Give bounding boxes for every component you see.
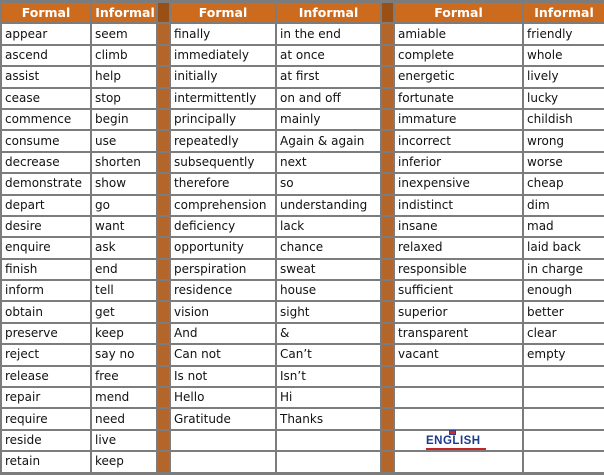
row-separator: [158, 409, 169, 428]
informal-word: Isn’t: [277, 367, 380, 386]
row-separator: [158, 131, 169, 150]
formal-word: enquire: [2, 238, 90, 257]
formal-word: vision: [171, 302, 275, 321]
row-separator: [382, 153, 393, 172]
header-formal: Formal: [395, 3, 522, 22]
formal-word: And: [171, 324, 275, 343]
formal-word: [171, 452, 275, 471]
informal-word: [277, 452, 380, 471]
row-separator: [158, 345, 169, 364]
formal-word: cease: [2, 89, 90, 108]
row-separator: [382, 431, 393, 450]
row-separator: [158, 153, 169, 172]
table-row: [2, 409, 158, 428]
informal-word: in the end: [277, 24, 380, 43]
table-row: [2, 388, 158, 407]
informal-word: [524, 388, 604, 407]
formal-word: commence: [2, 110, 90, 129]
table-row: [382, 67, 604, 86]
table-row: [158, 174, 380, 193]
table-row: [158, 24, 380, 43]
formal-word: immature: [395, 110, 522, 129]
formal-word: opportunity: [171, 238, 275, 257]
table-row: [382, 110, 604, 129]
table-row: [382, 431, 604, 450]
informal-word: [524, 409, 604, 428]
informal-word: [277, 431, 380, 450]
formal-word: inform: [2, 281, 90, 300]
table-row: [158, 431, 380, 450]
formal-word: incorrect: [395, 131, 522, 150]
row-separator: [158, 174, 169, 193]
informal-word: laid back: [524, 238, 604, 257]
formal-word: desire: [2, 217, 90, 236]
informal-word: [524, 452, 604, 471]
row-separator: [382, 174, 393, 193]
table-row: [2, 196, 158, 215]
informal-word: whole: [524, 46, 604, 65]
formal-word: fortunate: [395, 89, 522, 108]
table-row: [158, 89, 380, 108]
table-row: [2, 46, 158, 65]
table-row: [382, 260, 604, 279]
formal-word: intermittently: [171, 89, 275, 108]
formal-word: finally: [171, 24, 275, 43]
row-separator: [158, 46, 169, 65]
informal-word: childish: [524, 110, 604, 129]
table-row: [382, 46, 604, 65]
row-separator: [382, 196, 393, 215]
formal-word: [395, 388, 522, 407]
row-separator: [382, 367, 393, 386]
formal-word: ascend: [2, 46, 90, 65]
table-row: [2, 367, 158, 386]
formal-word: residence: [171, 281, 275, 300]
informal-word: live: [92, 431, 158, 450]
table-row: [158, 260, 380, 279]
formal-word: responsible: [395, 260, 522, 279]
informal-word: mad: [524, 217, 604, 236]
table-row: [2, 110, 158, 129]
informal-word: use: [92, 131, 158, 150]
informal-word: help: [92, 67, 158, 86]
informal-word: end: [92, 260, 158, 279]
informal-word: stop: [92, 89, 158, 108]
table-row: [2, 217, 158, 236]
table-row: [382, 217, 604, 236]
informal-word: at once: [277, 46, 380, 65]
informal-word: show: [92, 174, 158, 193]
row-separator: [158, 281, 169, 300]
logo-underline: [426, 448, 486, 450]
informal-word: ask: [92, 238, 158, 257]
formal-word: Is not: [171, 367, 275, 386]
header-informal: Informal: [92, 3, 158, 22]
informal-word: begin: [92, 110, 158, 129]
formal-word: indistinct: [395, 196, 522, 215]
table-row: [158, 452, 380, 471]
formal-word: comprehension: [171, 196, 275, 215]
formal-word: initially: [171, 67, 275, 86]
informal-word: shorten: [92, 153, 158, 172]
table-row: [382, 281, 604, 300]
formal-word: perspiration: [171, 260, 275, 279]
row-separator: [158, 217, 169, 236]
informal-word: Again & again: [277, 131, 380, 150]
informal-word: sweat: [277, 260, 380, 279]
informal-word: sight: [277, 302, 380, 321]
row-separator: [158, 67, 169, 86]
row-separator: [382, 238, 393, 257]
informal-word: next: [277, 153, 380, 172]
formal-word: [171, 431, 275, 450]
formal-word: assist: [2, 67, 90, 86]
row-separator: [158, 431, 169, 450]
row-separator: [158, 238, 169, 257]
table-row: [382, 345, 604, 364]
logo-text: ENGLISH: [426, 435, 481, 447]
informal-word: [524, 367, 604, 386]
table-row: [382, 24, 604, 43]
table-row: [2, 345, 158, 364]
row-separator: [382, 302, 393, 321]
informal-word: wrong: [524, 131, 604, 150]
formal-word: subsequently: [171, 153, 275, 172]
informal-word: free: [92, 367, 158, 386]
formal-word: Can not: [171, 345, 275, 364]
table-row: [158, 324, 380, 343]
informal-word: lack: [277, 217, 380, 236]
table-row: [158, 196, 380, 215]
table-row: [2, 131, 158, 150]
informal-word: worse: [524, 153, 604, 172]
informal-word: understanding: [277, 196, 380, 215]
header-row: [2, 3, 158, 22]
informal-word: lucky: [524, 89, 604, 108]
table-row: [2, 452, 158, 471]
informal-word: go: [92, 196, 158, 215]
table-row: [2, 281, 158, 300]
table-row: [382, 452, 604, 471]
informal-word: climb: [92, 46, 158, 65]
header-separator: [382, 3, 393, 22]
table-row: [382, 302, 604, 321]
table-row: [382, 388, 604, 407]
formal-word: consume: [2, 131, 90, 150]
informal-word: house: [277, 281, 380, 300]
informal-word: keep: [92, 452, 158, 471]
formal-word: Gratitude: [171, 409, 275, 428]
row-separator: [382, 452, 393, 471]
informal-word: mainly: [277, 110, 380, 129]
informal-word: cheap: [524, 174, 604, 193]
table-row: [382, 196, 604, 215]
formal-word: superior: [395, 302, 522, 321]
formal-word: deficiency: [171, 217, 275, 236]
row-separator: [158, 452, 169, 471]
word-table-1: [0, 1, 160, 474]
rows: [382, 24, 604, 471]
formal-word: inferior: [395, 153, 522, 172]
table-row: [382, 89, 604, 108]
header-row: [382, 3, 604, 22]
table-row: [382, 238, 604, 257]
row-separator: [158, 110, 169, 129]
row-separator: [382, 324, 393, 343]
row-separator: [158, 260, 169, 279]
row-separator: [158, 196, 169, 215]
table-row: [158, 388, 380, 407]
informal-word: want: [92, 217, 158, 236]
row-separator: [382, 388, 393, 407]
table-row: [2, 89, 158, 108]
table-row: [158, 238, 380, 257]
informal-word: clear: [524, 324, 604, 343]
formal-word: decrease: [2, 153, 90, 172]
informal-word: empty: [524, 345, 604, 364]
row-separator: [382, 217, 393, 236]
informal-word: at first: [277, 67, 380, 86]
formal-word: inexpensive: [395, 174, 522, 193]
row-separator: [382, 67, 393, 86]
table-row: [2, 238, 158, 257]
row-separator: [382, 281, 393, 300]
word-table-2: [156, 1, 382, 474]
row-separator: [382, 345, 393, 364]
informal-word: get: [92, 302, 158, 321]
informal-word: seem: [92, 24, 158, 43]
row-separator: [382, 24, 393, 43]
informal-word: enough: [524, 281, 604, 300]
table-row: [2, 153, 158, 172]
formal-word: repair: [2, 388, 90, 407]
word-table-3: [380, 1, 604, 474]
table-row: [158, 367, 380, 386]
row-separator: [158, 89, 169, 108]
formal-word: [395, 367, 522, 386]
table-row: [2, 67, 158, 86]
table-row: [2, 174, 158, 193]
table-row: [382, 324, 604, 343]
row-separator: [158, 324, 169, 343]
formal-word: Hello: [171, 388, 275, 407]
table-row: [158, 345, 380, 364]
informal-word: Can’t: [277, 345, 380, 364]
formal-word: reject: [2, 345, 90, 364]
formal-word: therefore: [171, 174, 275, 193]
formal-word: demonstrate: [2, 174, 90, 193]
informal-word: mend: [92, 388, 158, 407]
informal-word: keep: [92, 324, 158, 343]
table-row: [158, 409, 380, 428]
header-informal: Informal: [277, 3, 380, 22]
table-row: [2, 431, 158, 450]
formal-word: amiable: [395, 24, 522, 43]
formal-word: depart: [2, 196, 90, 215]
formal-word: [395, 409, 522, 428]
table-row: [382, 131, 604, 150]
formal-word: appear: [2, 24, 90, 43]
informal-word: &: [277, 324, 380, 343]
table-row: [158, 281, 380, 300]
table-row: [158, 110, 380, 129]
table-row: [382, 174, 604, 193]
row-separator: [382, 131, 393, 150]
rows: [2, 24, 158, 471]
informal-word: need: [92, 409, 158, 428]
informal-word: on and off: [277, 89, 380, 108]
formal-word: complete: [395, 46, 522, 65]
informal-word: dim: [524, 196, 604, 215]
row-separator: [158, 367, 169, 386]
informal-word: better: [524, 302, 604, 321]
informal-word: chance: [277, 238, 380, 257]
formal-word: principally: [171, 110, 275, 129]
table-row: [158, 46, 380, 65]
informal-word: tell: [92, 281, 158, 300]
row-separator: [158, 388, 169, 407]
table-row: [2, 324, 158, 343]
header-informal: Informal: [524, 3, 604, 22]
row-separator: [382, 409, 393, 428]
table-row: [158, 131, 380, 150]
formal-word: require: [2, 409, 90, 428]
formal-word: reside: [2, 431, 90, 450]
informal-word: Hi: [277, 388, 380, 407]
row-separator: [158, 24, 169, 43]
formal-word: obtain: [2, 302, 90, 321]
header-separator: [158, 3, 169, 22]
table-row: [382, 409, 604, 428]
formal-word: preserve: [2, 324, 90, 343]
rows: [158, 24, 380, 471]
informal-word: friendly: [524, 24, 604, 43]
formal-word: retain: [2, 452, 90, 471]
formal-word: release: [2, 367, 90, 386]
table-row: [158, 217, 380, 236]
informal-word: say no: [92, 345, 158, 364]
row-separator: [382, 46, 393, 65]
formal-word: transparent: [395, 324, 522, 343]
formal-word: finish: [2, 260, 90, 279]
english-logo: [426, 430, 488, 450]
header-row: [158, 3, 380, 22]
formal-word: vacant: [395, 345, 522, 364]
formal-word: energetic: [395, 67, 522, 86]
row-separator: [382, 110, 393, 129]
informal-word: lively: [524, 67, 604, 86]
row-separator: [158, 302, 169, 321]
header-formal: Formal: [2, 3, 90, 22]
table-row: [2, 24, 158, 43]
table-row: [158, 153, 380, 172]
table-row: [2, 302, 158, 321]
table-row: [158, 67, 380, 86]
formal-word: [395, 452, 522, 471]
informal-word: so: [277, 174, 380, 193]
formal-word: insane: [395, 217, 522, 236]
informal-word: [524, 431, 604, 450]
row-separator: [382, 260, 393, 279]
header-formal: Formal: [171, 3, 275, 22]
table-row: [382, 153, 604, 172]
table-row: [158, 302, 380, 321]
table-row: [382, 367, 604, 386]
informal-word: Thanks: [277, 409, 380, 428]
formal-word: repeatedly: [171, 131, 275, 150]
table-row: [2, 260, 158, 279]
informal-word: in charge: [524, 260, 604, 279]
row-separator: [382, 89, 393, 108]
formal-word: relaxed: [395, 238, 522, 257]
formal-word: sufficient: [395, 281, 522, 300]
formal-word: immediately: [171, 46, 275, 65]
